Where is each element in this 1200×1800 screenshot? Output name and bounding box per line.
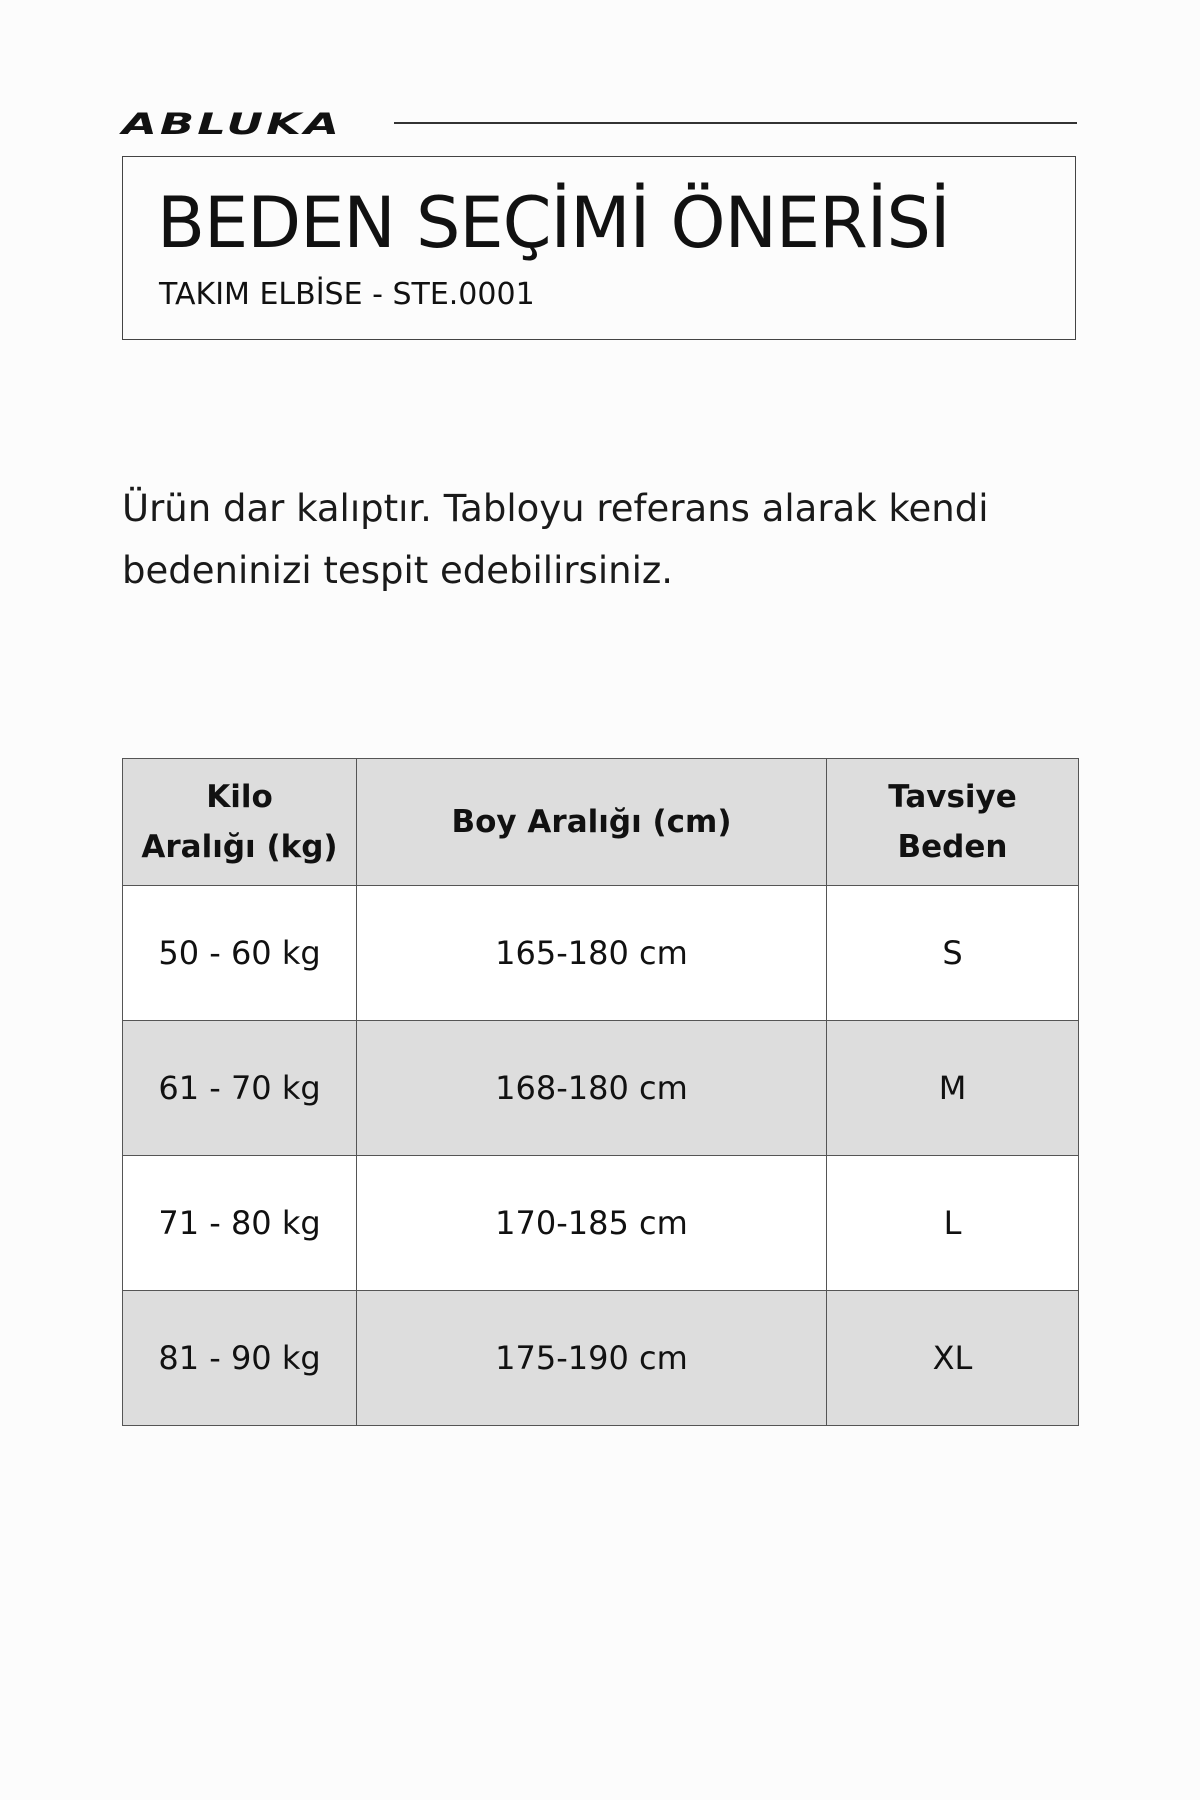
intro-paragraph <box>122 478 1082 602</box>
weight-cell: 61 - 70 kg <box>123 1021 357 1156</box>
height-cell: 170-185 cm <box>357 1156 827 1291</box>
height-cell: 165-180 cm <box>357 886 827 1021</box>
size-cell: XL <box>827 1291 1079 1426</box>
table-row <box>123 886 1079 1021</box>
header-size-line-1: Tavsiye <box>888 779 1017 815</box>
page-subtitle: TAKIM ELBİSE - STE.0001 <box>159 277 535 312</box>
weight-cell: 50 - 60 kg <box>123 886 357 1021</box>
height-cell: 175-190 cm <box>357 1291 827 1426</box>
size-cell: L <box>827 1156 1079 1291</box>
size-cell: S <box>827 886 1079 1021</box>
size-chart-table <box>122 758 1079 1426</box>
page-title: BEDEN SEÇİMİ ÖNERİSİ <box>157 182 950 264</box>
header-height-range: Boy Aralığı (cm) <box>357 759 827 886</box>
height-cell: 168-180 cm <box>357 1021 827 1156</box>
table-header-row <box>123 759 1079 886</box>
weight-cell: 71 - 80 kg <box>123 1156 357 1291</box>
weight-cell: 81 - 90 kg <box>123 1291 357 1426</box>
intro-line-1: Ürün dar kalıptır. Tabloyu referans alarak kendi <box>122 487 989 530</box>
header-weight-line-2: Aralığı (kg) <box>141 829 338 865</box>
header-weight-range <box>123 759 357 886</box>
intro-line-2: bedeninizi tespit edebilirsiniz. <box>122 549 674 592</box>
brand-logo: ABLUKA <box>122 107 342 141</box>
title-box <box>122 156 1076 340</box>
table-row <box>123 1156 1079 1291</box>
table-row <box>123 1291 1079 1426</box>
header-weight-line-1: Kilo <box>206 779 273 815</box>
header-size-line-2: Beden <box>897 829 1008 865</box>
brand-divider-line <box>394 122 1077 124</box>
header-recommended-size <box>827 759 1079 886</box>
size-cell: M <box>827 1021 1079 1156</box>
brand-header <box>122 104 1077 144</box>
table-row <box>123 1021 1079 1156</box>
